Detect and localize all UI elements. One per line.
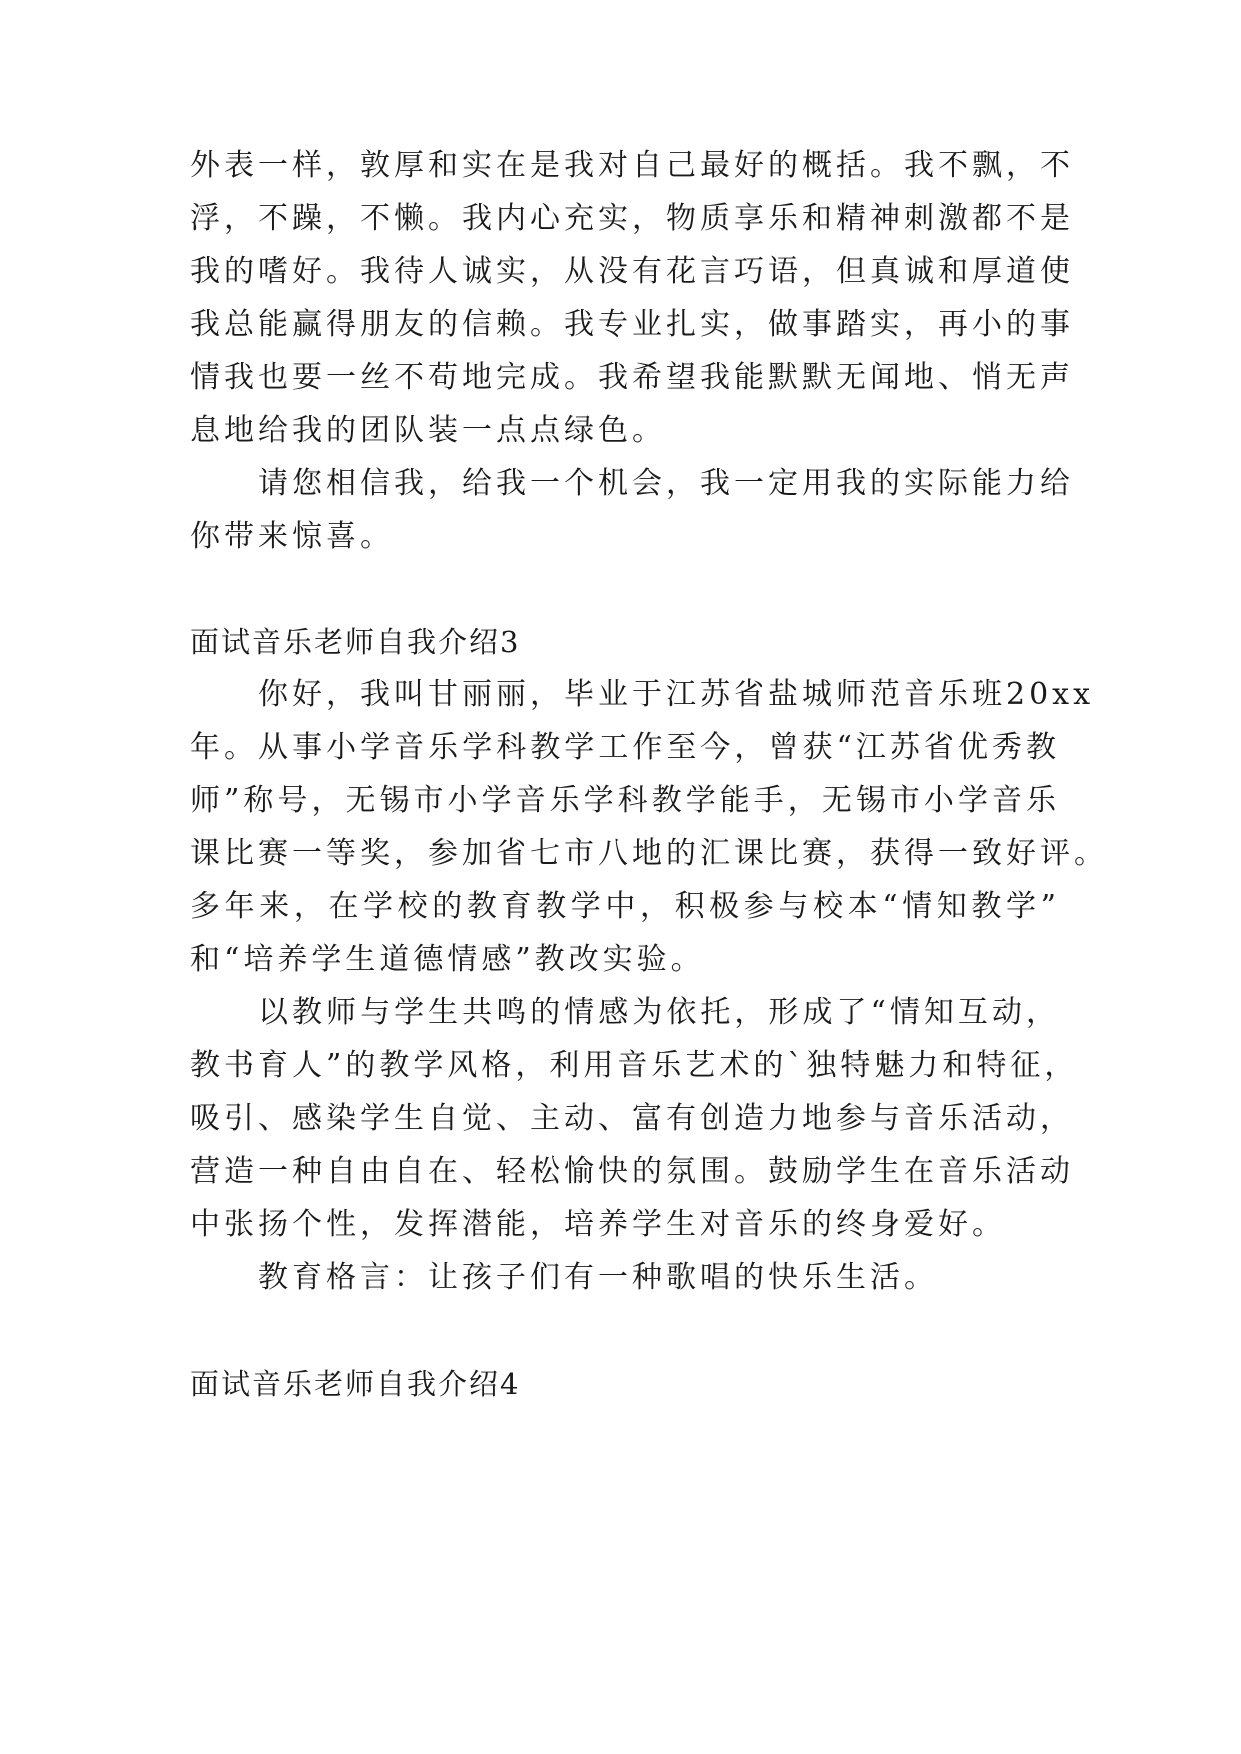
paragraph-line: 吸引、感染学生自觉、主动、富有创造力地参与音乐活动， — [190, 1101, 1074, 1136]
paragraph-line: 你好，我叫甘丽丽，毕业于江苏省盐城师范音乐班20xx — [258, 677, 1095, 712]
paragraph-line: 和“培养学生道德情感”教改实验。 — [190, 942, 705, 977]
section-heading: 面试音乐老师自我介绍3 — [190, 625, 521, 659]
paragraph-line: 请您相信我，给我一个机会，我一定用我的实际能力给 — [258, 466, 1074, 501]
paragraph-line: 中张扬个性，发挥潜能，培养学生对音乐的终身爱好。 — [190, 1207, 1006, 1242]
section-heading: 面试音乐老师自我介绍4 — [190, 1367, 521, 1401]
paragraph-line: 教书育人”的教学风格，利用音乐艺术的`独特魅力和特征， — [190, 1048, 1079, 1083]
paragraph-line: 师”称号，无锡市小学音乐学科教学能手，无锡市小学音乐 — [190, 783, 1060, 818]
paragraph-line: 你带来惊喜。 — [190, 519, 394, 554]
paragraph-line: 外表一样，敦厚和实在是我对自己最好的概括。我不飘，不 — [190, 148, 1074, 183]
paragraph-line: 年。从事小学音乐学科教学工作至今，曾获“江苏省优秀教 — [190, 730, 1060, 765]
paragraph-line: 我的嗜好。我待人诚实，从没有花言巧语，但真诚和厚道使 — [190, 254, 1074, 289]
paragraph-line: 教育格言：让孩子们有一种歌唱的快乐生活。 — [258, 1260, 938, 1295]
paragraph-line: 浮，不躁，不懒。我内心充实，物质享乐和精神刺激都不是 — [190, 201, 1074, 236]
paragraph-line: 情我也要一丝不苟地完成。我希望我能默默无闻地、悄无声 — [190, 360, 1074, 395]
paragraph-line: 多年来，在学校的教育教学中，积极参与校本“情知教学” — [190, 889, 1060, 924]
paragraph-line: 营造一种自由自在、轻松愉快的氛围。鼓励学生在音乐活动 — [190, 1154, 1074, 1189]
paragraph-line: 课比赛一等奖，参加省七市八地的汇课比赛，获得一致好评。 — [190, 836, 1108, 871]
paragraph-line: 以教师与学生共鸣的情感为依托，形成了“情知互动， — [258, 995, 1060, 1030]
paragraph-line: 息地给我的团队装一点点绿色。 — [190, 413, 666, 448]
paragraph-line: 我总能赢得朋友的信赖。我专业扎实，做事踏实，再小的事 — [190, 307, 1074, 342]
